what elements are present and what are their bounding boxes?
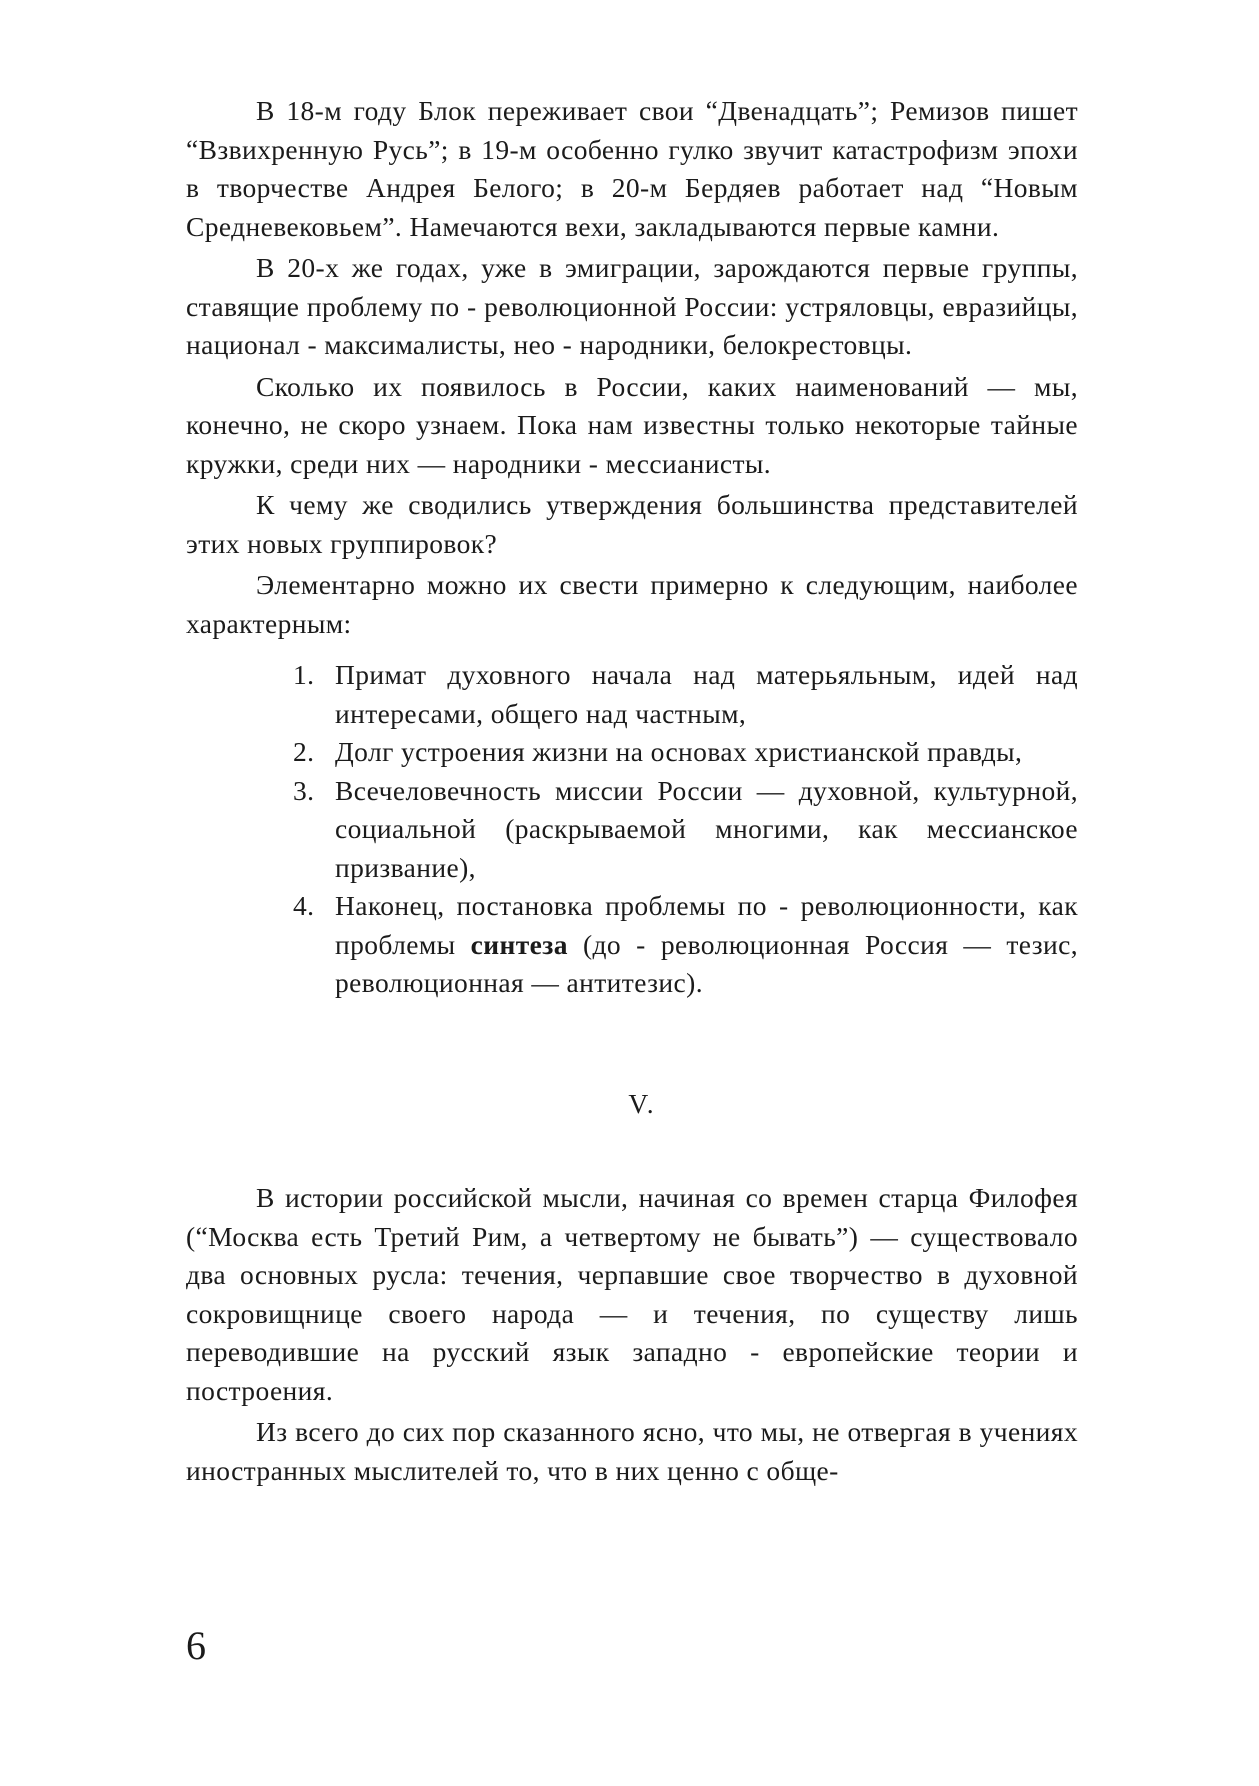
paragraph: Из всего до сих пор сказанного ясно, что мы, не отвергая в учениях иностранных мыслителей то, что в них ценно с обще- <box>186 1416 1078 1486</box>
list-item <box>186 887 1078 1003</box>
paragraph: В 18-м году Блок переживает свои “Двенадцать”; Ремизов пишет “Взвихренную Русь”; в 19-м особенно гулко звучит катастрофизм эпохи в творчестве Андрея Белого; в 20-м Бердяев работает над “Новым Средневековьем”. Намечаются вехи, закладываются первые камни. <box>186 95 1078 242</box>
page-number: 6 <box>186 1623 206 1668</box>
list-item-text: Всечеловечность миссии России — духовной, культурной, социальной (раскрываемой многими, как мессианское призвание), <box>335 774 1078 883</box>
list-item-number: 3. <box>293 774 315 806</box>
list-item <box>186 733 1078 772</box>
paragraph: К чему же сводились утверждения большинства представителей этих новых группировок? <box>186 489 1078 559</box>
list-item-number: 1. <box>293 659 315 690</box>
paragraph: Элементарно можно их свести примерно к следующим, наиболее характерным: <box>186 569 1078 639</box>
list-item-text: (до - революционная Россия — тезис, революционная — антитезис). <box>335 928 1078 998</box>
list-item-number: 2. <box>293 736 315 767</box>
list-item-text: Наконец, постановка проблемы по - революционности, как проблемы <box>335 890 1078 960</box>
list-item <box>186 772 1078 888</box>
paragraph: В истории российской мысли, начиная со времен старца Филофея (“Москва есть Третий Рим, а четвертому не бывать”) — существовало два основных русла: течения, черпавшие свое творчество в духовной сокровищнице своего народа — и течения, по существу лишь переводившие на русский язык западно - европейские теории и построения. <box>186 1182 1078 1406</box>
section-heading: V. <box>628 1087 656 1119</box>
numbered-list <box>186 656 1078 1003</box>
paragraph: Сколько их появилось в России, каких наименований — мы, конечно, не скоро узнаем. Пока нам известны только некоторые тайные кружки, среди них — народники - мессианисты. <box>186 370 1078 479</box>
paragraph: В 20-х же годах, уже в эмиграции, зарождаются первые группы, ставящие проблему по - революционной России: устряловцы, евразийцы, национал - максималисты, нео - народники, белокрестовцы. <box>186 252 1078 360</box>
list-item-number: 4. <box>293 890 315 921</box>
list-item-text: Долг устроения жизни на основах христианской правды, <box>335 736 1023 767</box>
list-item-text: Примат духовного начала над матерьяльным, идей над интересами, общего над частным, <box>335 659 1078 729</box>
page-body <box>186 92 1078 1490</box>
list-item <box>186 656 1078 733</box>
list-item-emphasis: синтеза <box>470 928 568 960</box>
